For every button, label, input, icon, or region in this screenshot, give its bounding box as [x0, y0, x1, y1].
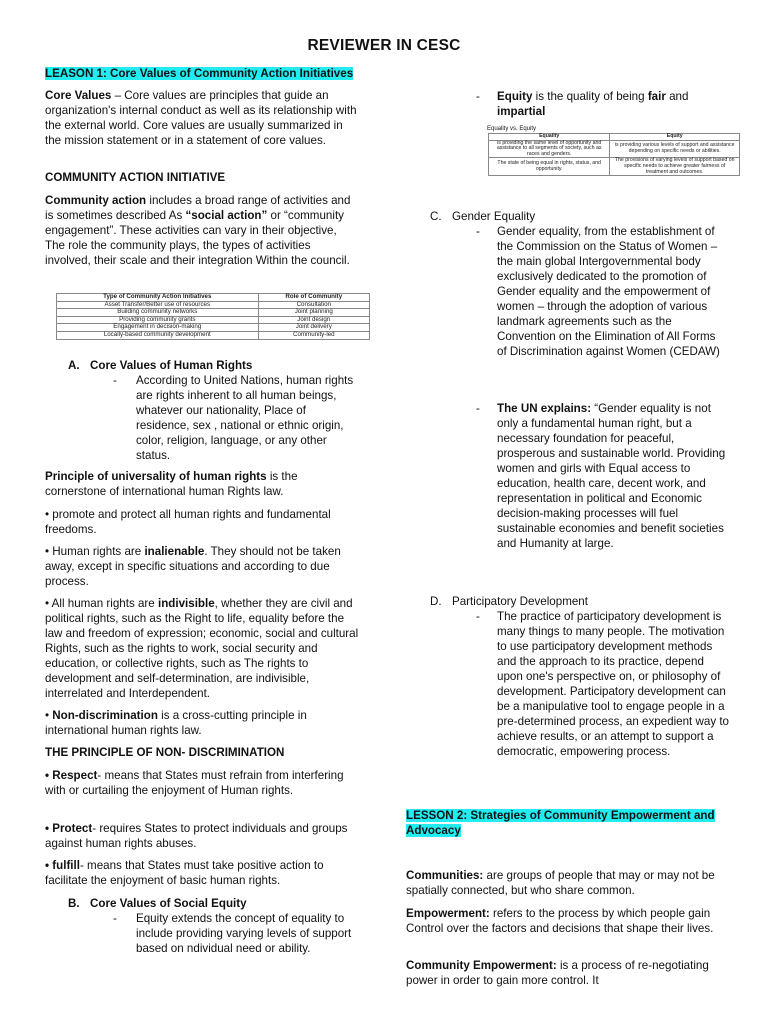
community-empowerment-bold: Community Empowerment: [406, 959, 557, 972]
section-b-label: B. [68, 897, 80, 910]
community-action-paragraph [45, 193, 357, 268]
universality-paragraph [45, 469, 357, 499]
community-action-text2: or “community engagement”. These activities can vary in their objective, The role the community plays, the types of activities involved, their scale and their integration Within the council. [45, 209, 350, 267]
section-b-title: Core Values of Social Equity [90, 897, 247, 910]
indivisible-bold: indivisible [157, 597, 215, 610]
core-values-def: – Core values are principles that guide an organization's internal conduct as well as its relationship with the external world. Core values are usually summarized in the mission statement or in a statement of core values. [45, 89, 357, 147]
respect-bold: • Respect [45, 769, 98, 782]
empowerment-text: refers to the process by which people gain Control over the factors and decisions that shape their lives. [406, 907, 714, 935]
equality-equity-caption: Equality vs. Equity [487, 126, 537, 132]
community-action-term: Community action [45, 194, 147, 207]
pnd-heading: THE PRINCIPLE OF NON- DISCRIMINATION [45, 746, 285, 759]
table-header: Type of Community Action Initiatives [57, 294, 259, 302]
non-discrimination-bullet [45, 708, 357, 738]
equality-equity-table [488, 133, 740, 176]
indivisible-bullet [45, 596, 360, 701]
section-d-bullet: The practice of participatory development is many things to many people. The motivation to use participatory development methods and the approach to its practice, depend upon one's perspective on, or philosophy of development. Participatory development can be a manipulative tool to engage people in a pre-determined process, an expedient way to achieve results, or an attempt to support a democratic, empowering process. [497, 610, 730, 758]
fair-bold: fair [647, 90, 666, 103]
table-header: Role of Community [258, 294, 369, 302]
promote-bullet: • promote and protect all human rights and fundamental freedoms. [45, 508, 331, 536]
table-cell: Locally-based community development [57, 331, 259, 339]
table-row [489, 140, 740, 158]
table-cell: Engagement in decision-making [57, 324, 259, 332]
un-explains-text: “Gender equality is not only a fundamental human right, but a necessary foundation for peaceful, prosperous and sustainable world. Providing women and girls with Equal access to education, health care, decent work, and representation in political and Economic decision-making processes will fuel sustainable economies and benefit societies and Humanity at large. [497, 402, 726, 550]
table-cell: The provisions of varying levels of support based on specific needs to achieve greater fairness of treatment and outcomes. [610, 158, 740, 176]
social-action-quote: “social action” [185, 209, 268, 222]
dash-bullet: - [113, 374, 117, 387]
table-cell: Joint delivery [258, 324, 369, 332]
dash-bullet: - [476, 610, 480, 623]
un-explains-bold: The UN explains: [497, 402, 592, 415]
table-cell: is providing various levels of support and assistance depending on specific needs or abilities. [610, 140, 740, 158]
section-b-bullet: Equity extends the concept of equality to include providing varying levels of support based on ndividual need or ability. [136, 912, 352, 955]
lesson1-heading [45, 66, 353, 81]
section-a-label: A. [68, 359, 80, 372]
community-action-text1: includes a broad range of activities and is sometimes described As [45, 194, 351, 222]
respect-bullet [45, 768, 357, 798]
dash-bullet: - [476, 90, 480, 103]
table-header: Equality [489, 134, 610, 141]
table-cell: is providing the same level of opportunity and assistance to all segments of society, such as races and genders. [489, 140, 610, 158]
un-explains-paragraph [497, 401, 727, 551]
communities-paragraph [406, 868, 728, 898]
lesson2-highlight: LESSON 2: Strategies of Community Empowerment and Advocacy [406, 809, 715, 837]
nd-bold: Non-discrimination [52, 709, 158, 722]
impartial-bold: impartial [497, 105, 546, 118]
protect-post: - requires States to protect individuals and groups against human rights abuses. [45, 822, 348, 850]
table-cell: Joint design [258, 316, 369, 324]
equity-bold: Equity [497, 90, 533, 103]
table-cell: Asset Transfer/Better use of resources [57, 301, 259, 309]
inalienable-bold: inalienable [144, 545, 205, 558]
table-cell: Providing community grants [57, 316, 259, 324]
inalienable-post: . They should not be taken away, except in specific situations and according to due process. [45, 545, 341, 588]
cai-heading: COMMUNITY ACTION INITIATIVE [45, 171, 226, 184]
community-empowerment-text: is a process of re-negotiating power in order to gain more control. It [406, 959, 709, 987]
fulfill-bullet [45, 858, 357, 888]
community-action-table [56, 293, 370, 340]
table-header-row [57, 294, 370, 302]
universality-rest: is the cornerstone of international human Rights law. [45, 470, 298, 498]
dash-bullet: - [476, 225, 480, 238]
section-a-title: Core Values of Human Rights [90, 359, 253, 372]
nd-post: is a cross-cutting principle in international human rights law. [45, 709, 307, 737]
table-row [57, 331, 370, 339]
inalienable-bullet [45, 544, 357, 589]
protect-bold: • Protect [45, 822, 93, 835]
section-d-label: D. [430, 595, 442, 608]
indivisible-post: , whether they are civil and political rights, such as the Right to life, equality before the law and freedom of expression; economic, social and cultural Rights, such as the rights to work, social security and education, or collective rights, such as The rights to development and self-determination, are indivisible, interrelated and Interdependent. [45, 597, 359, 700]
nd-bullet-mark: • [45, 709, 53, 722]
lesson2-heading [406, 808, 736, 838]
section-c-label: C. [430, 210, 442, 223]
core-values-paragraph [45, 88, 357, 148]
section-d-title: Participatory Development [452, 595, 588, 608]
dash-bullet: - [476, 402, 480, 415]
equity-text2: and [665, 90, 689, 103]
core-values-term: Core Values [45, 89, 112, 102]
section-a-bullet: According to United Nations, human rights are rights inherent to all human beings, whatever our nationality, Place of residence, sex , national or ethnic origin, color, religion, language, or any other status. [136, 374, 354, 462]
community-empowerment-paragraph [406, 958, 722, 988]
indivisible-pre: • All human rights are [45, 597, 158, 610]
fulfill-bold: • fulfill [45, 859, 80, 872]
table-cell: Community-led [258, 331, 369, 339]
dash-bullet: - [113, 912, 117, 925]
communities-bold: Communities: [406, 869, 484, 882]
communities-text: are groups of people that may or may not be spatially connected, but who share common. [406, 869, 715, 897]
respect-post: - means that States must refrain from interfering with or curtailing the enjoyment of Human rights. [45, 769, 344, 797]
lesson1-highlight: LEASON 1: Core Values of Community Action Initiatives [45, 67, 354, 80]
fulfill-post: - means that States must take positive action to facilitate the enjoyment of basic human rights. [45, 859, 324, 887]
table-cell: Joint planning [258, 309, 369, 317]
empowerment-paragraph [406, 906, 728, 936]
document-title: REVIEWER IN CESC [307, 37, 461, 54]
inalienable-pre: • Human rights are [45, 545, 145, 558]
table-cell: The state of being equal in rights, status, and opportunity. [489, 158, 610, 176]
section-c-bullet: Gender equality, from the establishment of the Commission on the Status of Women – the main global Intergovernmental body exclusively dedicated to the promotion of Gender equality and the empowerment of women – through the adoption of various landmark agreements such as the Convention on the Elimination of All Forms of Discrimination against Women (CEDAW) [497, 225, 720, 358]
table-row [489, 158, 740, 176]
universality-bold: Principle of universality of human rights [45, 470, 267, 483]
table-cell: Building community networks [57, 309, 259, 317]
empowerment-bold: Empowerment: [406, 907, 490, 920]
table-cell: Consultation [258, 301, 369, 309]
section-c-title: Gender Equality [452, 210, 536, 223]
protect-bullet [45, 821, 357, 851]
equity-bullet [497, 89, 727, 119]
table-header: Equity [610, 134, 740, 141]
equity-text1: is the quality of being [532, 90, 648, 103]
